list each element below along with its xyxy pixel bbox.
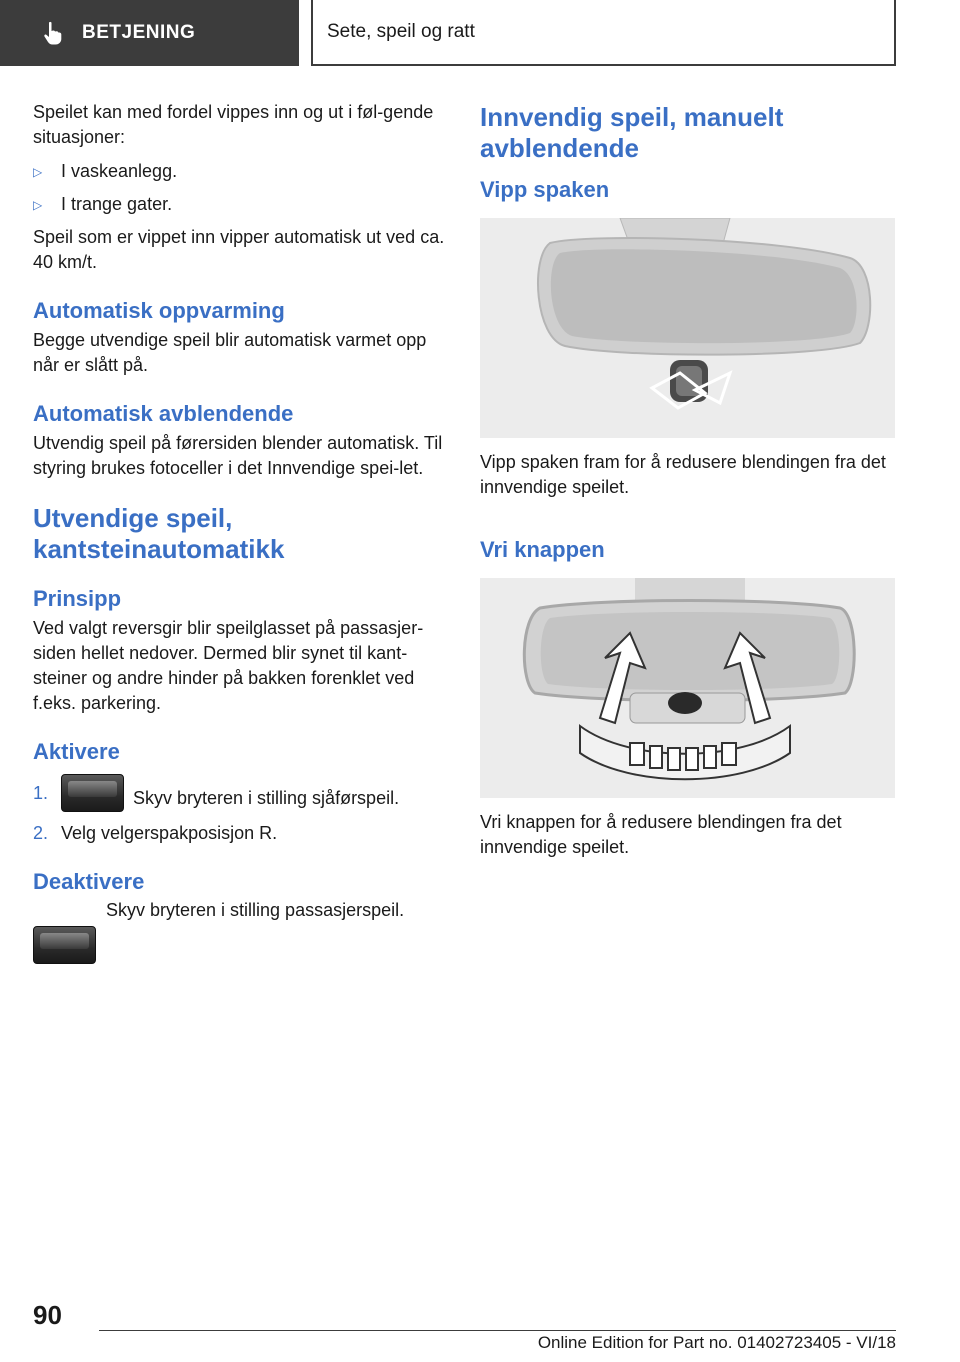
triangle-bullet-icon: ▷: [33, 165, 43, 179]
page-number: 90: [33, 1300, 62, 1330]
step-text: Velg velgerspakposisjon R.: [61, 823, 278, 843]
triangle-bullet-icon: ▷: [33, 198, 43, 212]
deactivate-text: Skyv bryteren i stilling passasjerspeil.: [106, 900, 405, 920]
subsection-title: Sete, speil og ratt: [327, 21, 475, 42]
bullet-item: [33, 192, 448, 218]
deactivate-heading: Deaktivere: [33, 869, 145, 894]
intro-paragraph: Speilet kan med fordel vippes inn og ut i føl-gende situasjoner:: [33, 102, 434, 147]
step-number: 2.: [33, 823, 49, 843]
lever-caption: Vipp spaken fram for å redusere blendingen fra det innvendige speilet.: [480, 452, 886, 497]
activate-step: [33, 774, 448, 812]
section-title: BETJENING: [82, 22, 196, 43]
footer-divider: [99, 1330, 896, 1331]
knob-heading: Vri knappen: [480, 537, 605, 562]
auto-heat-heading: Automatisk oppvarming: [33, 298, 285, 323]
deactivate-row: [33, 898, 448, 964]
lever-heading: Vipp spaken: [480, 177, 610, 202]
right-column: [480, 100, 895, 860]
knob-caption: Vri knappen for å redusere blendingen fra det innvendige speilet.: [480, 812, 842, 857]
bullet-item: [33, 159, 448, 185]
mirror-knob-drawing: [480, 578, 895, 798]
inner-mirror-heading: Innvendig speil, manuelt avblendende: [480, 102, 784, 163]
mirror-switch-icon: [33, 926, 96, 964]
curb-heading: Utvendige speil, kantsteinautomatikk: [33, 503, 285, 564]
left-column: [33, 100, 448, 964]
principle-paragraph: Ved valgt reversgir blir speilglasset på passasjer-siden hellet nedover. Dermed blir synet til kant-steiner og andre hinder på bakken forenklet ved f.eks. parkering.: [33, 618, 424, 713]
auto-dim-heading: Automatisk avblendende: [33, 401, 294, 426]
auto-heat-paragraph: Begge utvendige speil blir automatisk varmet opp når er slått på.: [33, 330, 427, 375]
tilt-return-paragraph: Speil som er vippet inn vipper automatisk ut ved ca. 40 km/t.: [33, 227, 445, 272]
edition-text: Online Edition for Part no. 01402723405 - VI/18: [537, 1333, 896, 1352]
mirror-lever-drawing: [480, 218, 895, 438]
subsection-box: [311, 0, 896, 66]
bullet-text: I vaskeanlegg.: [61, 161, 178, 181]
section-tab: [0, 0, 299, 66]
step-text: Skyv bryteren i stilling sjåførspeil.: [133, 787, 400, 808]
bullet-text: I trange gater.: [61, 194, 173, 214]
page-header: [0, 0, 960, 66]
activate-heading: Aktivere: [33, 739, 120, 764]
knob-mirror-illustration: [480, 578, 895, 798]
mirror-switch-icon: [61, 774, 124, 812]
lever-mirror-illustration: [480, 218, 895, 438]
hand-pointer-icon: [40, 20, 66, 46]
auto-dim-paragraph: Utvendig speil på førersiden blender automatisk. Til styring brukes fotoceller i det Innvendige spei-let.: [33, 433, 443, 478]
principle-heading: Prinsipp: [33, 586, 122, 611]
step-number: 1.: [33, 782, 49, 803]
activate-step: [33, 821, 448, 846]
